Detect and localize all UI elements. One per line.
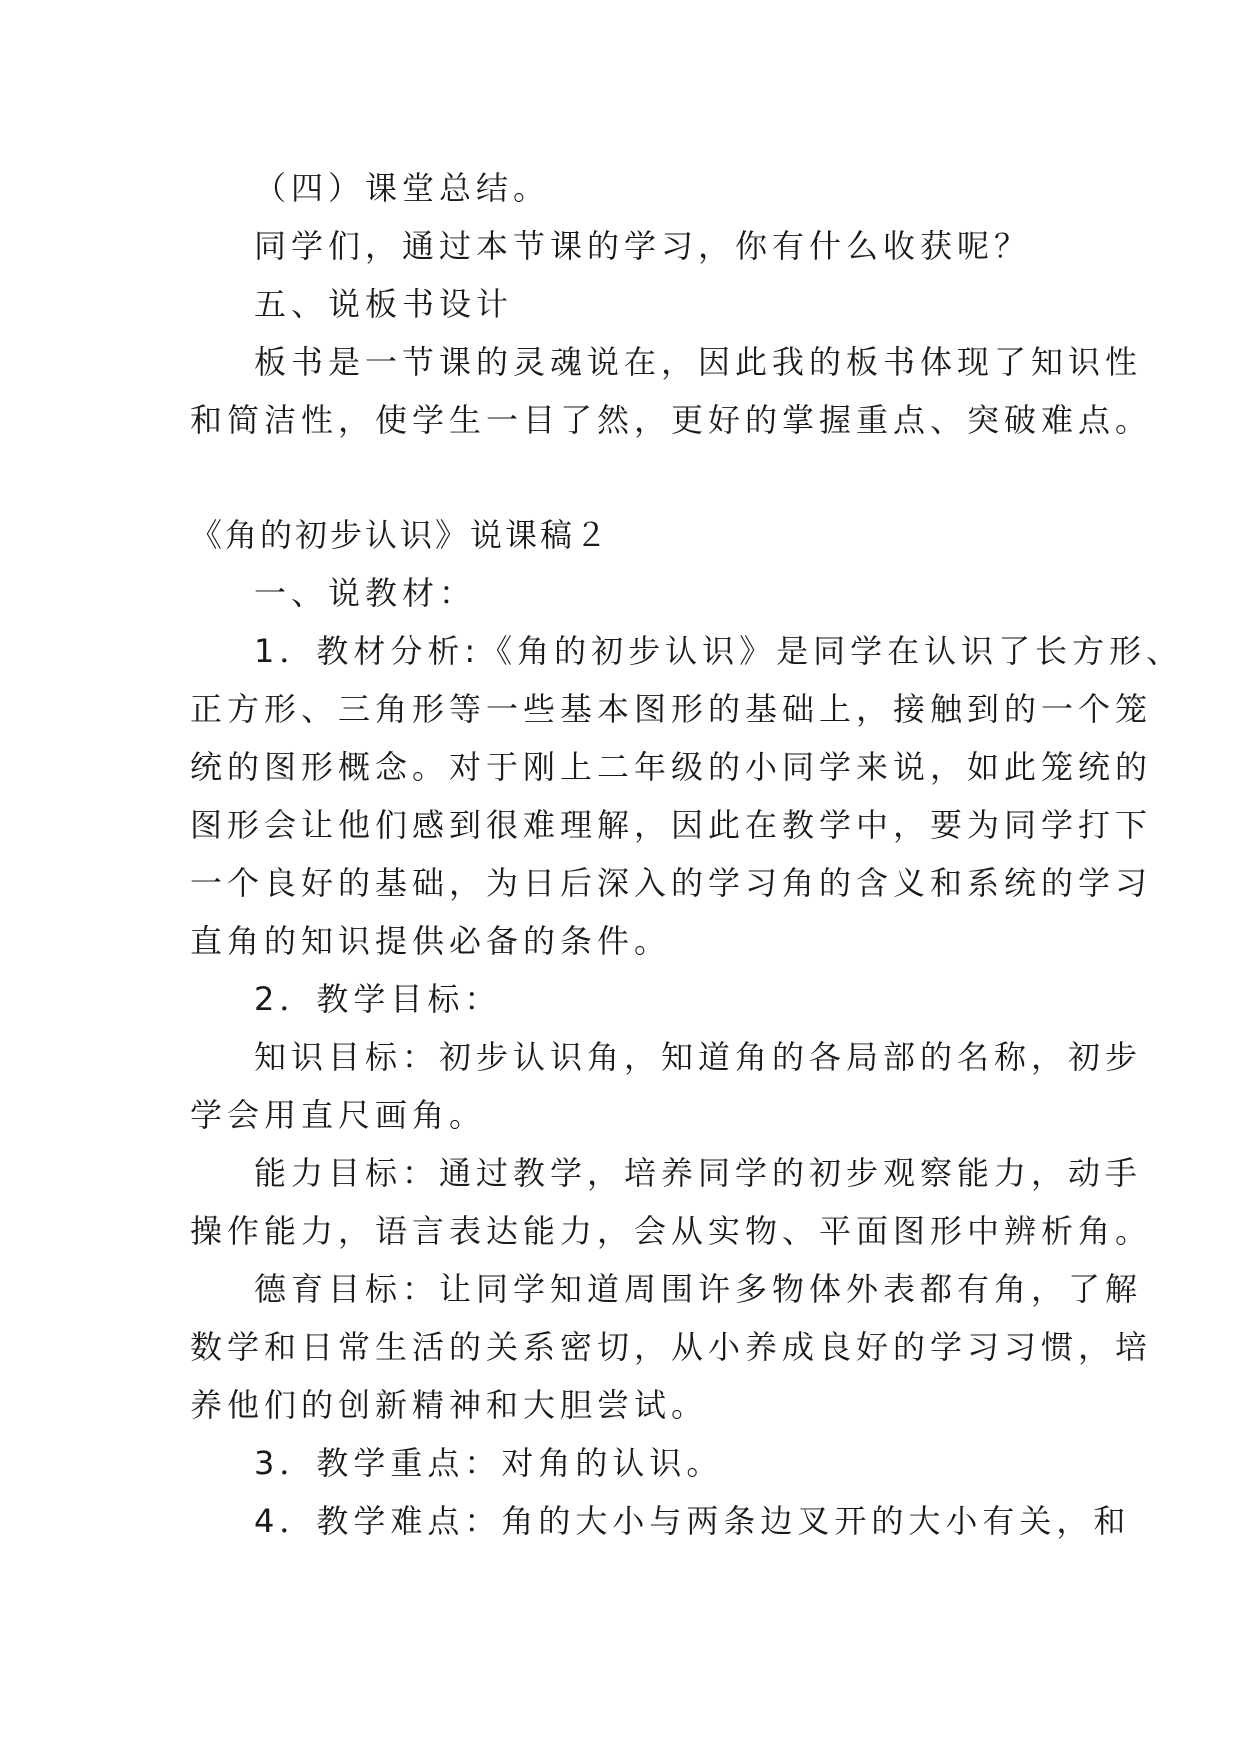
analysis-line: 统的图形概念。对于刚上二年级的小同学来说，如此笼统的	[190, 748, 1153, 786]
heading-teaching-material: 一、说教材：	[254, 574, 477, 612]
heading-board-design: 五、说板书设计	[254, 285, 514, 323]
ability-goal-line: 操作能力，语言表达能力，会从实物、平面图形中辨析角。	[190, 1212, 1153, 1250]
board-paragraph-line: 和简洁性，使学生一目了然，更好的掌握重点、突破难点。	[190, 401, 1153, 439]
moral-goal-line: 德育目标：让同学知道周围许多物体外表都有角，了解	[254, 1270, 1143, 1308]
analysis-line: 1．教材分析:《角的初步认识》是同学在认识了长方形、	[254, 632, 1184, 670]
analysis-line: 图形会让他们感到很难理解，因此在教学中，要为同学打下	[190, 806, 1153, 844]
knowledge-goal-line: 知识目标：初步认识角，知道角的各局部的名称，初步	[254, 1038, 1143, 1076]
document-title: 《角的初步认识》说课稿２	[190, 516, 611, 554]
moral-goal-line: 养他们的创新精神和大胆尝试。	[190, 1386, 709, 1424]
analysis-line: 一个良好的基础，为日后深入的学习角的含义和系统的学习	[190, 864, 1153, 902]
ability-goal-line: 能力目标：通过教学，培养同学的初步观察能力，动手	[254, 1154, 1143, 1192]
summary-question: 同学们，通过本节课的学习，你有什么收获呢？	[254, 227, 1032, 265]
knowledge-goal-line: 学会用直尺画角。	[190, 1096, 487, 1134]
analysis-line: 直角的知识提供必备的条件。	[190, 922, 672, 960]
board-paragraph-line: 板书是一节课的灵魂说在，因此我的板书体现了知识性	[254, 343, 1143, 381]
moral-goal-line: 数学和日常生活的关系密切，从小养成良好的学习习惯，培	[190, 1328, 1153, 1366]
analysis-line: 正方形、三角形等一些基本图形的基础上，接触到的一个笼	[190, 690, 1153, 728]
teaching-difficulty: 4．教学难点：角的大小与两条边叉开的大小有关，和	[254, 1502, 1131, 1540]
teaching-key-point: 3．教学重点：对角的认识。	[254, 1444, 724, 1482]
heading-class-summary: （四）课堂总结。	[254, 169, 551, 207]
heading-teaching-goals: 2．教学目标：	[254, 980, 502, 1018]
